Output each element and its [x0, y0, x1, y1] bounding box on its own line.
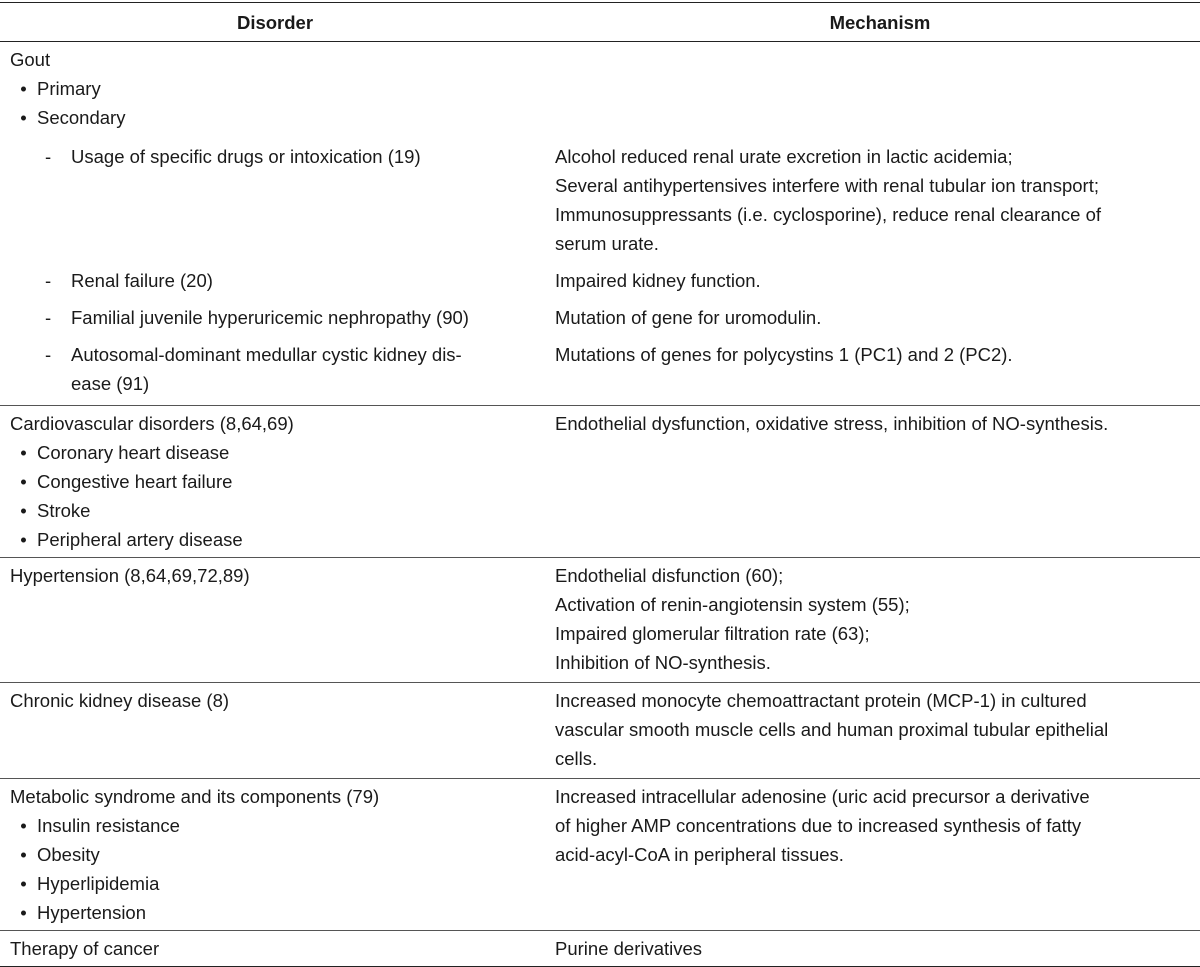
mechanism-cell: Alcohol reduced renal urate excretion in lactic acidemia; Several antihypertensives interfere with renal tubular ion transport; Immunosuppressants (i.e. cyclosporine), reduce renal clearance of serum urate. Impaired kidney function. Mutation of gene for uromodulin. Mutations of genes for polycystins 1 (PC1) and 2 (PC2). — [555, 146, 1102, 365]
sub-item: - Familial juvenile hyperuricemic nephropathy (90) — [10, 303, 545, 332]
dash-marker: - — [45, 146, 52, 167]
list-item: • Primary — [10, 74, 545, 103]
column-header-mechanism: Mechanism — [829, 11, 931, 33]
disorder-cell — [0, 406, 545, 557]
list-item: • Stroke — [10, 496, 545, 525]
bullet-marker: • — [20, 78, 27, 99]
table-row — [0, 779, 1200, 931]
table-row — [0, 558, 1200, 683]
disorder-title: Therapy of cancer — [10, 938, 160, 959]
bullet-marker: • — [20, 471, 27, 492]
mechanism-cell: Endothelial disfunction (60); Activation of renin-angiotensin system (55); Impaired glomerular filtration rate (63); Inhibition of NO-synthesis. — [555, 565, 910, 673]
list-item: • Coronary heart disease — [10, 438, 545, 467]
dash-marker: - — [45, 307, 52, 328]
sub-item: - Autosomal-dominant medullar cystic kidney dis- ease (91) — [10, 340, 545, 398]
mechanism-cell: Increased intracellular adenosine (uric acid precursor a derivative of higher AMP concentrations due to increased synthesis of fatty acid-acyl-CoA in peripheral tissues. — [555, 786, 1090, 865]
disorder-title: Hypertension (8,64,69,72,89) — [10, 565, 250, 586]
mechanism-cell: Endothelial dysfunction, oxidative stress, inhibition of NO-synthesis. — [555, 413, 1109, 434]
list-item: • Peripheral artery disease — [10, 525, 545, 554]
bullet-marker: • — [20, 529, 27, 550]
bullet-marker: • — [20, 815, 27, 836]
disorder-cell — [0, 558, 545, 680]
disorder-cell — [0, 931, 545, 966]
table-row — [0, 406, 1200, 558]
list-item: • Insulin resistance — [10, 811, 545, 840]
list-item: • Congestive heart failure — [10, 467, 545, 496]
bullet-marker: • — [20, 873, 27, 894]
disorder-cell — [0, 42, 545, 401]
table-row — [0, 931, 1200, 967]
mechanism-cell: Purine derivatives — [555, 938, 703, 959]
bullet-marker: • — [20, 442, 27, 463]
bullet-marker: • — [20, 902, 27, 923]
dash-marker: - — [45, 270, 52, 291]
bullet-marker: • — [20, 500, 27, 521]
disorder-title: Cardiovascular disorders (8,64,69) — [10, 413, 294, 434]
table-row — [0, 683, 1200, 779]
disorder-title: Metabolic syndrome and its components (79) — [10, 786, 380, 807]
disorder-title: Chronic kidney disease (8) — [10, 690, 230, 711]
disorder-cell — [0, 779, 545, 930]
list-item: • Hyperlipidemia — [10, 869, 545, 898]
bullet-marker: • — [20, 844, 27, 865]
list-item: • Obesity — [10, 840, 545, 869]
table-header — [0, 2, 1200, 42]
sub-item: - Renal failure (20) — [10, 266, 545, 295]
disorder-cell — [0, 683, 545, 776]
list-item: • Secondary — [10, 103, 545, 132]
dash-marker: - — [45, 344, 52, 365]
sub-item: - Usage of specific drugs or intoxication (19) — [10, 142, 545, 171]
column-header-disorder: Disorder — [236, 11, 314, 33]
disorders-table — [0, 2, 1200, 967]
mechanism-cell: Increased monocyte chemoattractant protein (MCP-1) in cultured vascular smooth muscle cells and human proximal tubular epithelial cells. — [555, 690, 1109, 769]
list-item: • Hypertension — [10, 898, 545, 927]
disorder-title: Gout — [10, 49, 51, 70]
bullet-marker: • — [20, 107, 27, 128]
table-row — [0, 42, 1200, 406]
